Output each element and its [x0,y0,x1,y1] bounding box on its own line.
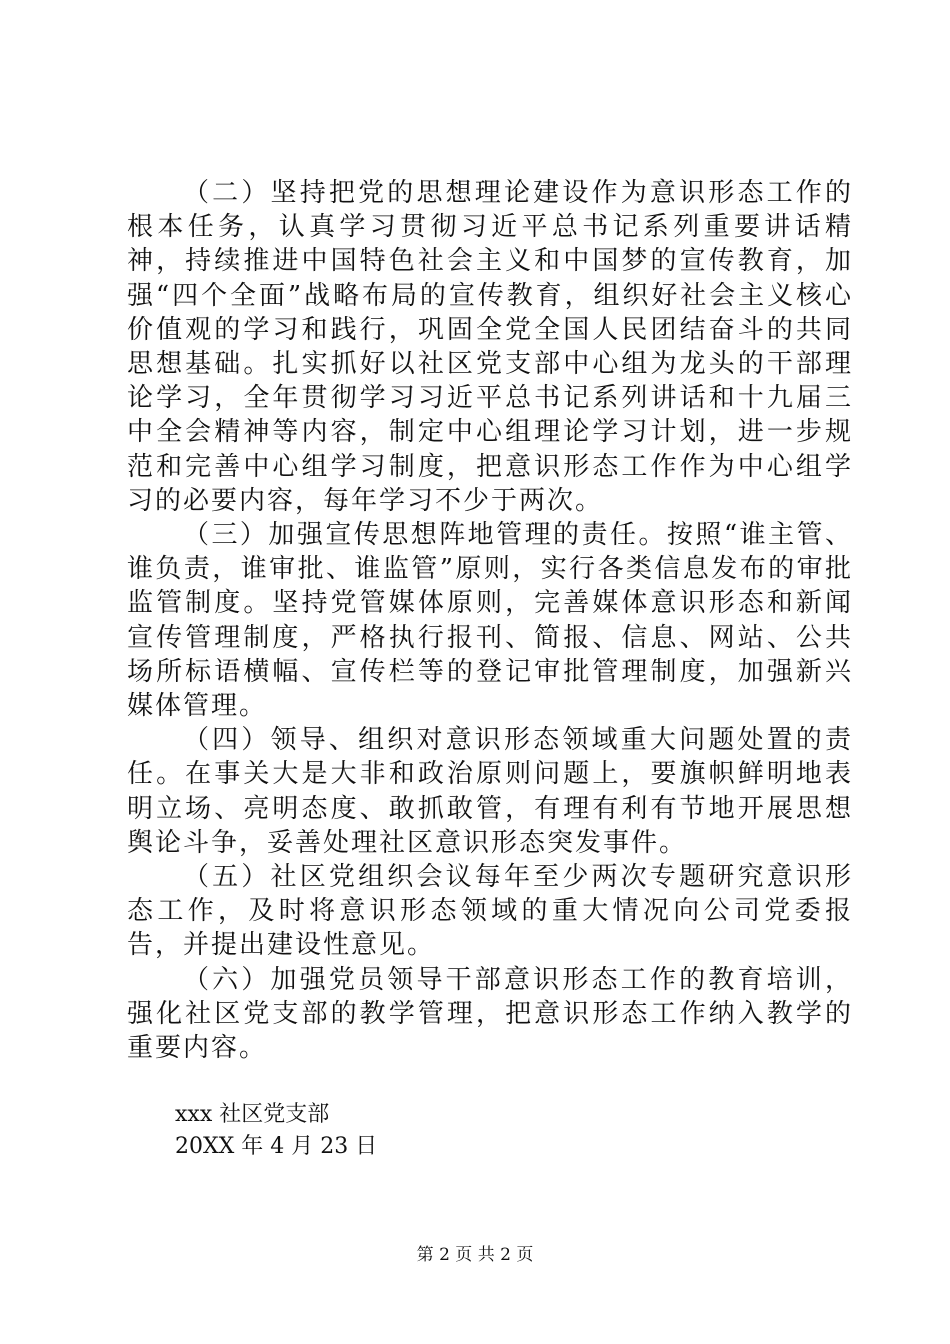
paragraph-4: （四）领导、组织对意识形态领域重大问题处置的责任。在事关大是大非和政治原则问题上，要旗帜鲜明地表明立场、亮明态度、敢抓敢管，有理有利有节地开展思想舆论斗争，妥善处理社区意识形态突发事件。 [127,725,853,858]
signature-block [127,1099,853,1163]
signature-organization: xxx 社区党支部 [175,1102,330,1128]
page-footer: 第 2 页 共 2 页 [416,1245,534,1265]
document-body [127,176,853,1163]
paragraph-2: （二）坚持把党的思想理论建设作为意识形态工作的根本任务，认真学习贯彻习近平总书记系列重要讲话精神，持续推进中国特色社会主义和中国梦的宣传教育，加强“四个全面”战略布局的宣传教育，组织好社会主义核心价值观的学习和践行，巩固全党全国人民团结奋斗的共同思想基础。扎实抓好以社区党支部中心组为龙头的干部理论学习，全年贯彻学习习近平总书记系列讲话和十九届三中全会精神等内容，制定中心组理论学习计划，进一步规范和完善中心组学习制度，把意识形态工作作为中心组学习的必要内容，每年学习不少于两次。 [127,178,853,516]
paragraph-6: （六）加强党员领导干部意识形态工作的教育培训，强化社区党支部的教学管理，把意识形态工作纳入教学的重要内容。 [127,964,853,1064]
signature-date: 20XX 年 4 月 23 日 [175,1134,378,1160]
paragraph-5: （五）社区党组织会议每年至少两次专题研究意识形态工作，及时将意识形态领域的重大情况向公司党委报告，并提出建设性意见。 [127,862,853,961]
paragraph-3: （三）加强宣传思想阵地管理的责任。按照“谁主管、谁负责，谁审批、谁监管”原则，实行各类信息发布的审批监管制度。坚持党管媒体原则，完善媒体意识形态和新闻宣传管理制度，严格执行报刊、简报、信息、网站、公共场所标语横幅、宣传栏等的登记审批管理制度，加强新兴媒体管理。 [127,520,853,722]
